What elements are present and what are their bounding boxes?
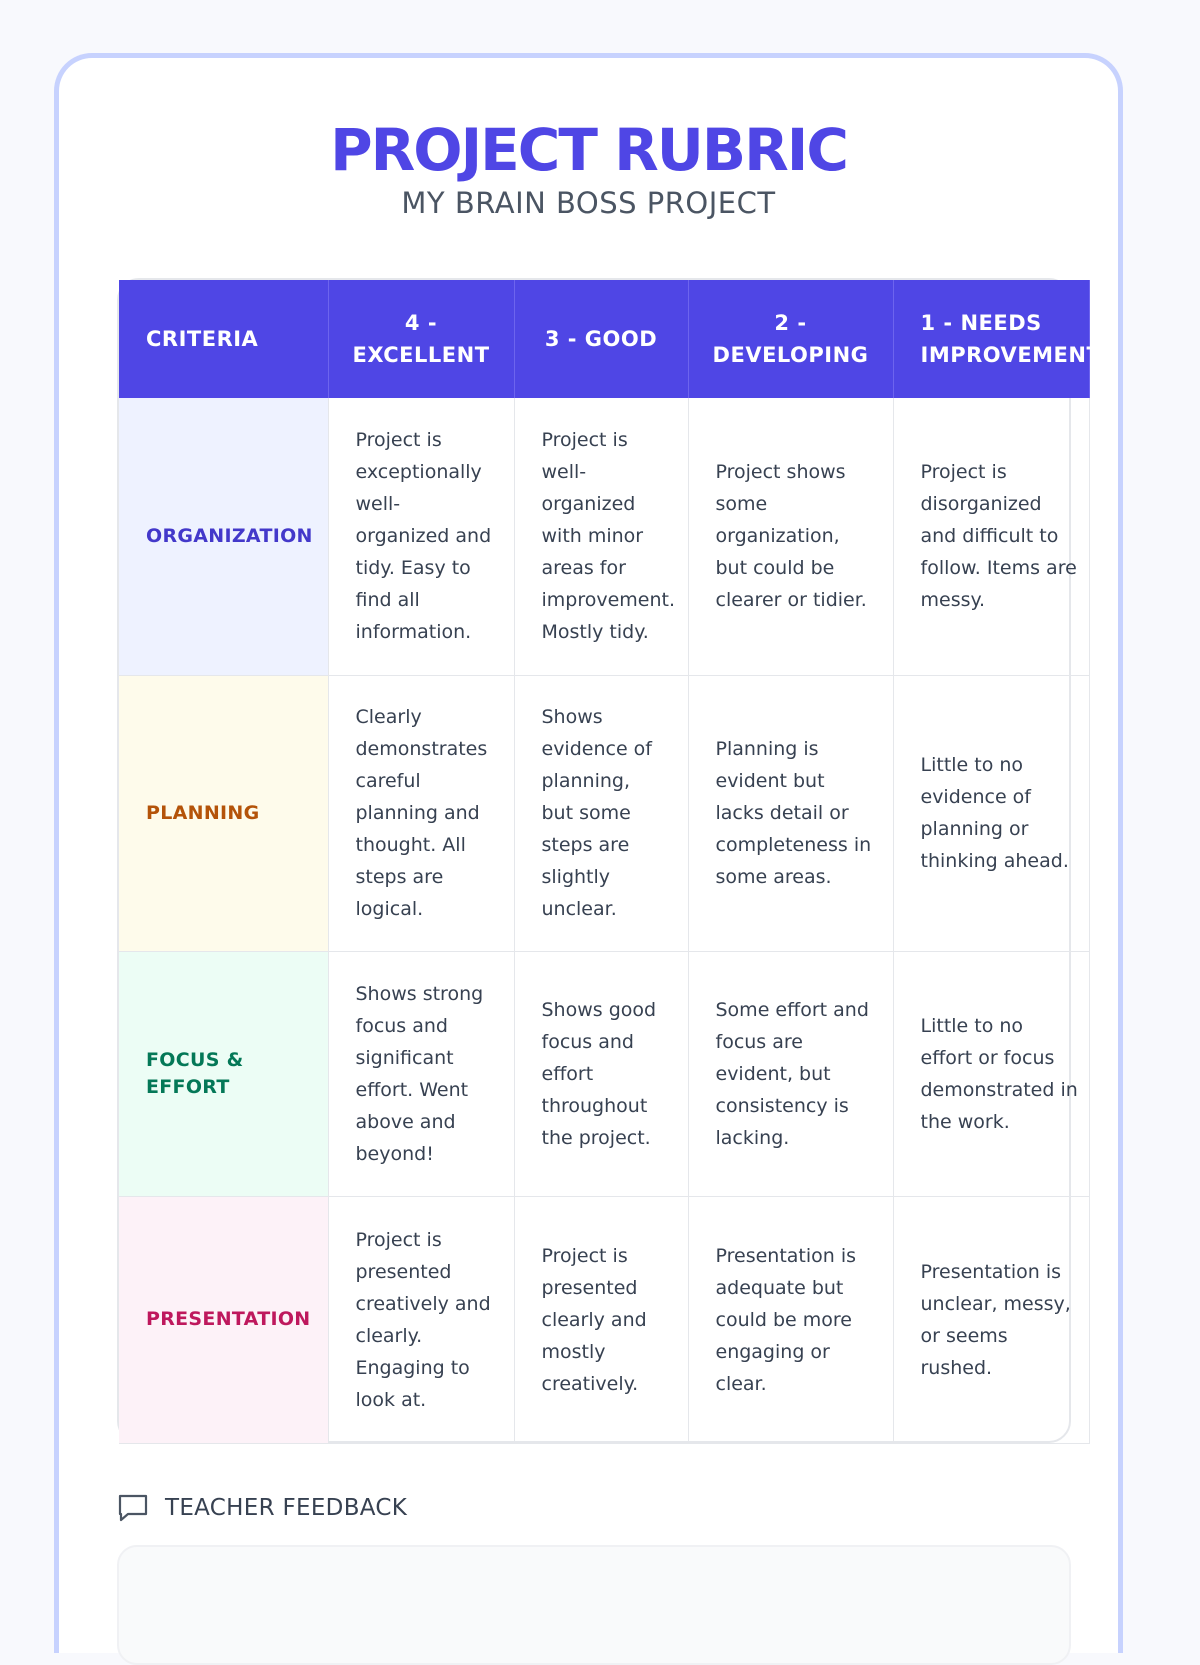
cell-organization-developing: Project shows some organization, but could be clearer or tidier. xyxy=(688,398,893,675)
table-row-presentation xyxy=(119,1196,1089,1443)
page-title: PROJECT RUBRIC xyxy=(330,116,847,184)
rubric-card xyxy=(54,53,1123,1653)
teacher-feedback-input[interactable] xyxy=(117,1545,1071,1665)
header-criteria: CRITERIA xyxy=(119,280,328,398)
cell-focus-developing: Some effort and focus are evident, but consistency is lacking. xyxy=(688,951,893,1196)
header-needs-improvement: 1 - NEEDS IMPROVEMENT xyxy=(893,280,1089,398)
criteria-focus-effort: FOCUS & EFFORT xyxy=(119,951,328,1196)
cell-planning-needs-improvement: Little to no evidence of planning or thinking ahead. xyxy=(893,675,1089,951)
cell-presentation-good: Project is presented clearly and mostly creatively. xyxy=(514,1196,688,1443)
table-row-organization xyxy=(119,398,1089,675)
table-row-focus-effort xyxy=(119,951,1089,1196)
cell-organization-needs-improvement: Project is disorganized and difficult to follow. Items are messy. xyxy=(893,398,1089,675)
header-good: 3 - GOOD xyxy=(514,280,688,398)
criteria-organization: ORGANIZATION xyxy=(119,398,328,675)
cell-focus-needs-improvement: Little to no effort or focus demonstrated in the work. xyxy=(893,951,1089,1196)
table-row-planning xyxy=(119,675,1089,951)
cell-presentation-excellent: Project is presented creatively and clearly. Engaging to look at. xyxy=(328,1196,514,1443)
cell-organization-good: Project is well-organized with minor areas for improvement. Mostly tidy. xyxy=(514,398,688,675)
rubric-table xyxy=(117,278,1102,1443)
cell-focus-good: Shows good focus and effort throughout the project. xyxy=(514,951,688,1196)
criteria-planning: PLANNING xyxy=(119,675,328,951)
cell-planning-good: Shows evidence of planning, but some steps are slightly unclear. xyxy=(514,675,688,951)
cell-presentation-needs-improvement: Presentation is unclear, messy, or seems rushed. xyxy=(893,1196,1089,1443)
table-header-row xyxy=(119,280,1089,398)
page-subtitle: MY BRAIN BOSS PROJECT xyxy=(401,186,776,220)
cell-presentation-developing: Presentation is adequate but could be more engaging or clear. xyxy=(688,1196,893,1443)
chat-bubble-icon xyxy=(117,1493,149,1523)
cell-focus-excellent: Shows strong focus and significant effort. Went above and beyond! xyxy=(328,951,514,1196)
cell-planning-developing: Planning is evident but lacks detail or completeness in some areas. xyxy=(688,675,893,951)
header-excellent: 4 - EXCELLENT xyxy=(328,280,514,398)
criteria-presentation: PRESENTATION xyxy=(119,1196,328,1443)
header-developing: 2 - DEVELOPING xyxy=(688,280,893,398)
cell-organization-excellent: Project is exceptionally well-organized and tidy. Easy to find all information. xyxy=(328,398,514,675)
teacher-feedback-label: TEACHER FEEDBACK xyxy=(165,1495,408,1521)
teacher-feedback-heading xyxy=(117,1493,407,1523)
cell-planning-excellent: Clearly demonstrates careful planning and thought. All steps are logical. xyxy=(328,675,514,951)
